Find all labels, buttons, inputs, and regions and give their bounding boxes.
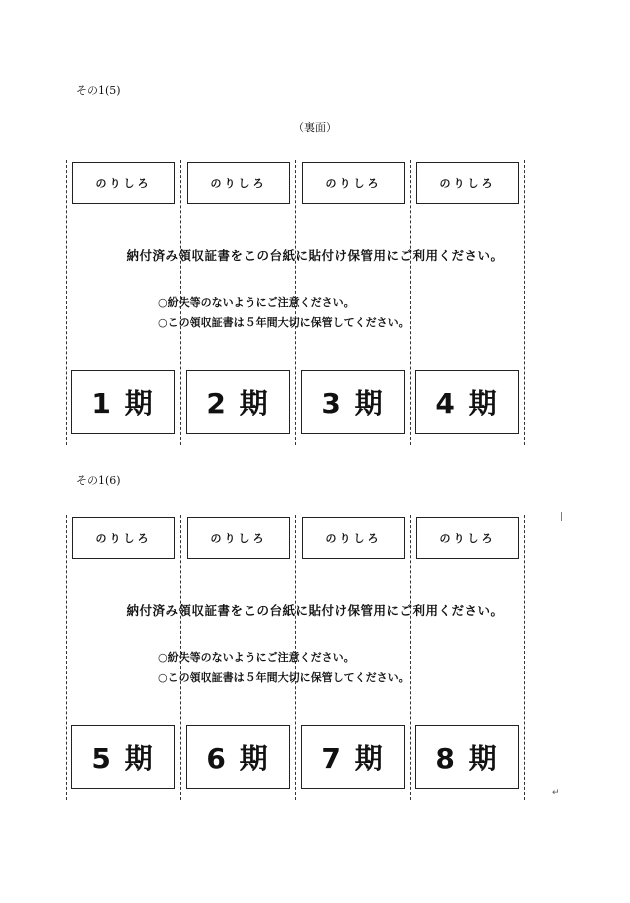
- glue-tab-5: のりしろ: [72, 517, 175, 559]
- note-loss: ○紛失等のないようにご注意ください。: [158, 296, 355, 309]
- period-box-6: 6 期: [186, 725, 290, 789]
- dashed-cut-line: [410, 160, 411, 445]
- dashed-cut-line: [524, 515, 525, 800]
- period-box-3: 3 期: [301, 370, 405, 434]
- period-box-5: 5 期: [71, 725, 175, 789]
- glue-tab-2: のりしろ: [187, 162, 290, 204]
- margin-tick-mark: |: [560, 512, 564, 522]
- glue-tab-1: のりしろ: [72, 162, 175, 204]
- note-loss: ○紛失等のないようにご注意ください。: [158, 651, 355, 664]
- dashed-cut-line: [524, 160, 525, 445]
- paragraph-return-icon: ↵: [552, 788, 560, 798]
- dashed-cut-line: [66, 160, 67, 445]
- glue-tab-8: のりしろ: [416, 517, 519, 559]
- section-label-2: その1(6): [76, 474, 121, 487]
- period-box-2: 2 期: [186, 370, 290, 434]
- period-box-7: 7 期: [301, 725, 405, 789]
- glue-tab-4: のりしろ: [416, 162, 519, 204]
- glue-tab-6: のりしろ: [187, 517, 290, 559]
- period-box-1: 1 期: [71, 370, 175, 434]
- receipt-mount-panel-2: [0, 515, 630, 815]
- period-box-4: 4 期: [415, 370, 519, 434]
- receipt-mount-panel-1: [0, 160, 630, 460]
- section-label-1: その1(5): [76, 84, 121, 97]
- glue-tab-7: のりしろ: [302, 517, 405, 559]
- note-retention: ○この領収証書は５年間大切に保管してください。: [158, 316, 410, 329]
- glue-tab-3: のりしろ: [302, 162, 405, 204]
- note-retention: ○この領収証書は５年間大切に保管してください。: [158, 671, 410, 684]
- back-side-label: （裏面）: [293, 121, 337, 134]
- dashed-cut-line: [66, 515, 67, 800]
- dashed-cut-line: [410, 515, 411, 800]
- instruction-text: 納付済み領収証書をこの台紙に貼付け保管用にご利用ください。: [126, 603, 504, 618]
- period-box-8: 8 期: [415, 725, 519, 789]
- instruction-text: 納付済み領収証書をこの台紙に貼付け保管用にご利用ください。: [126, 248, 504, 263]
